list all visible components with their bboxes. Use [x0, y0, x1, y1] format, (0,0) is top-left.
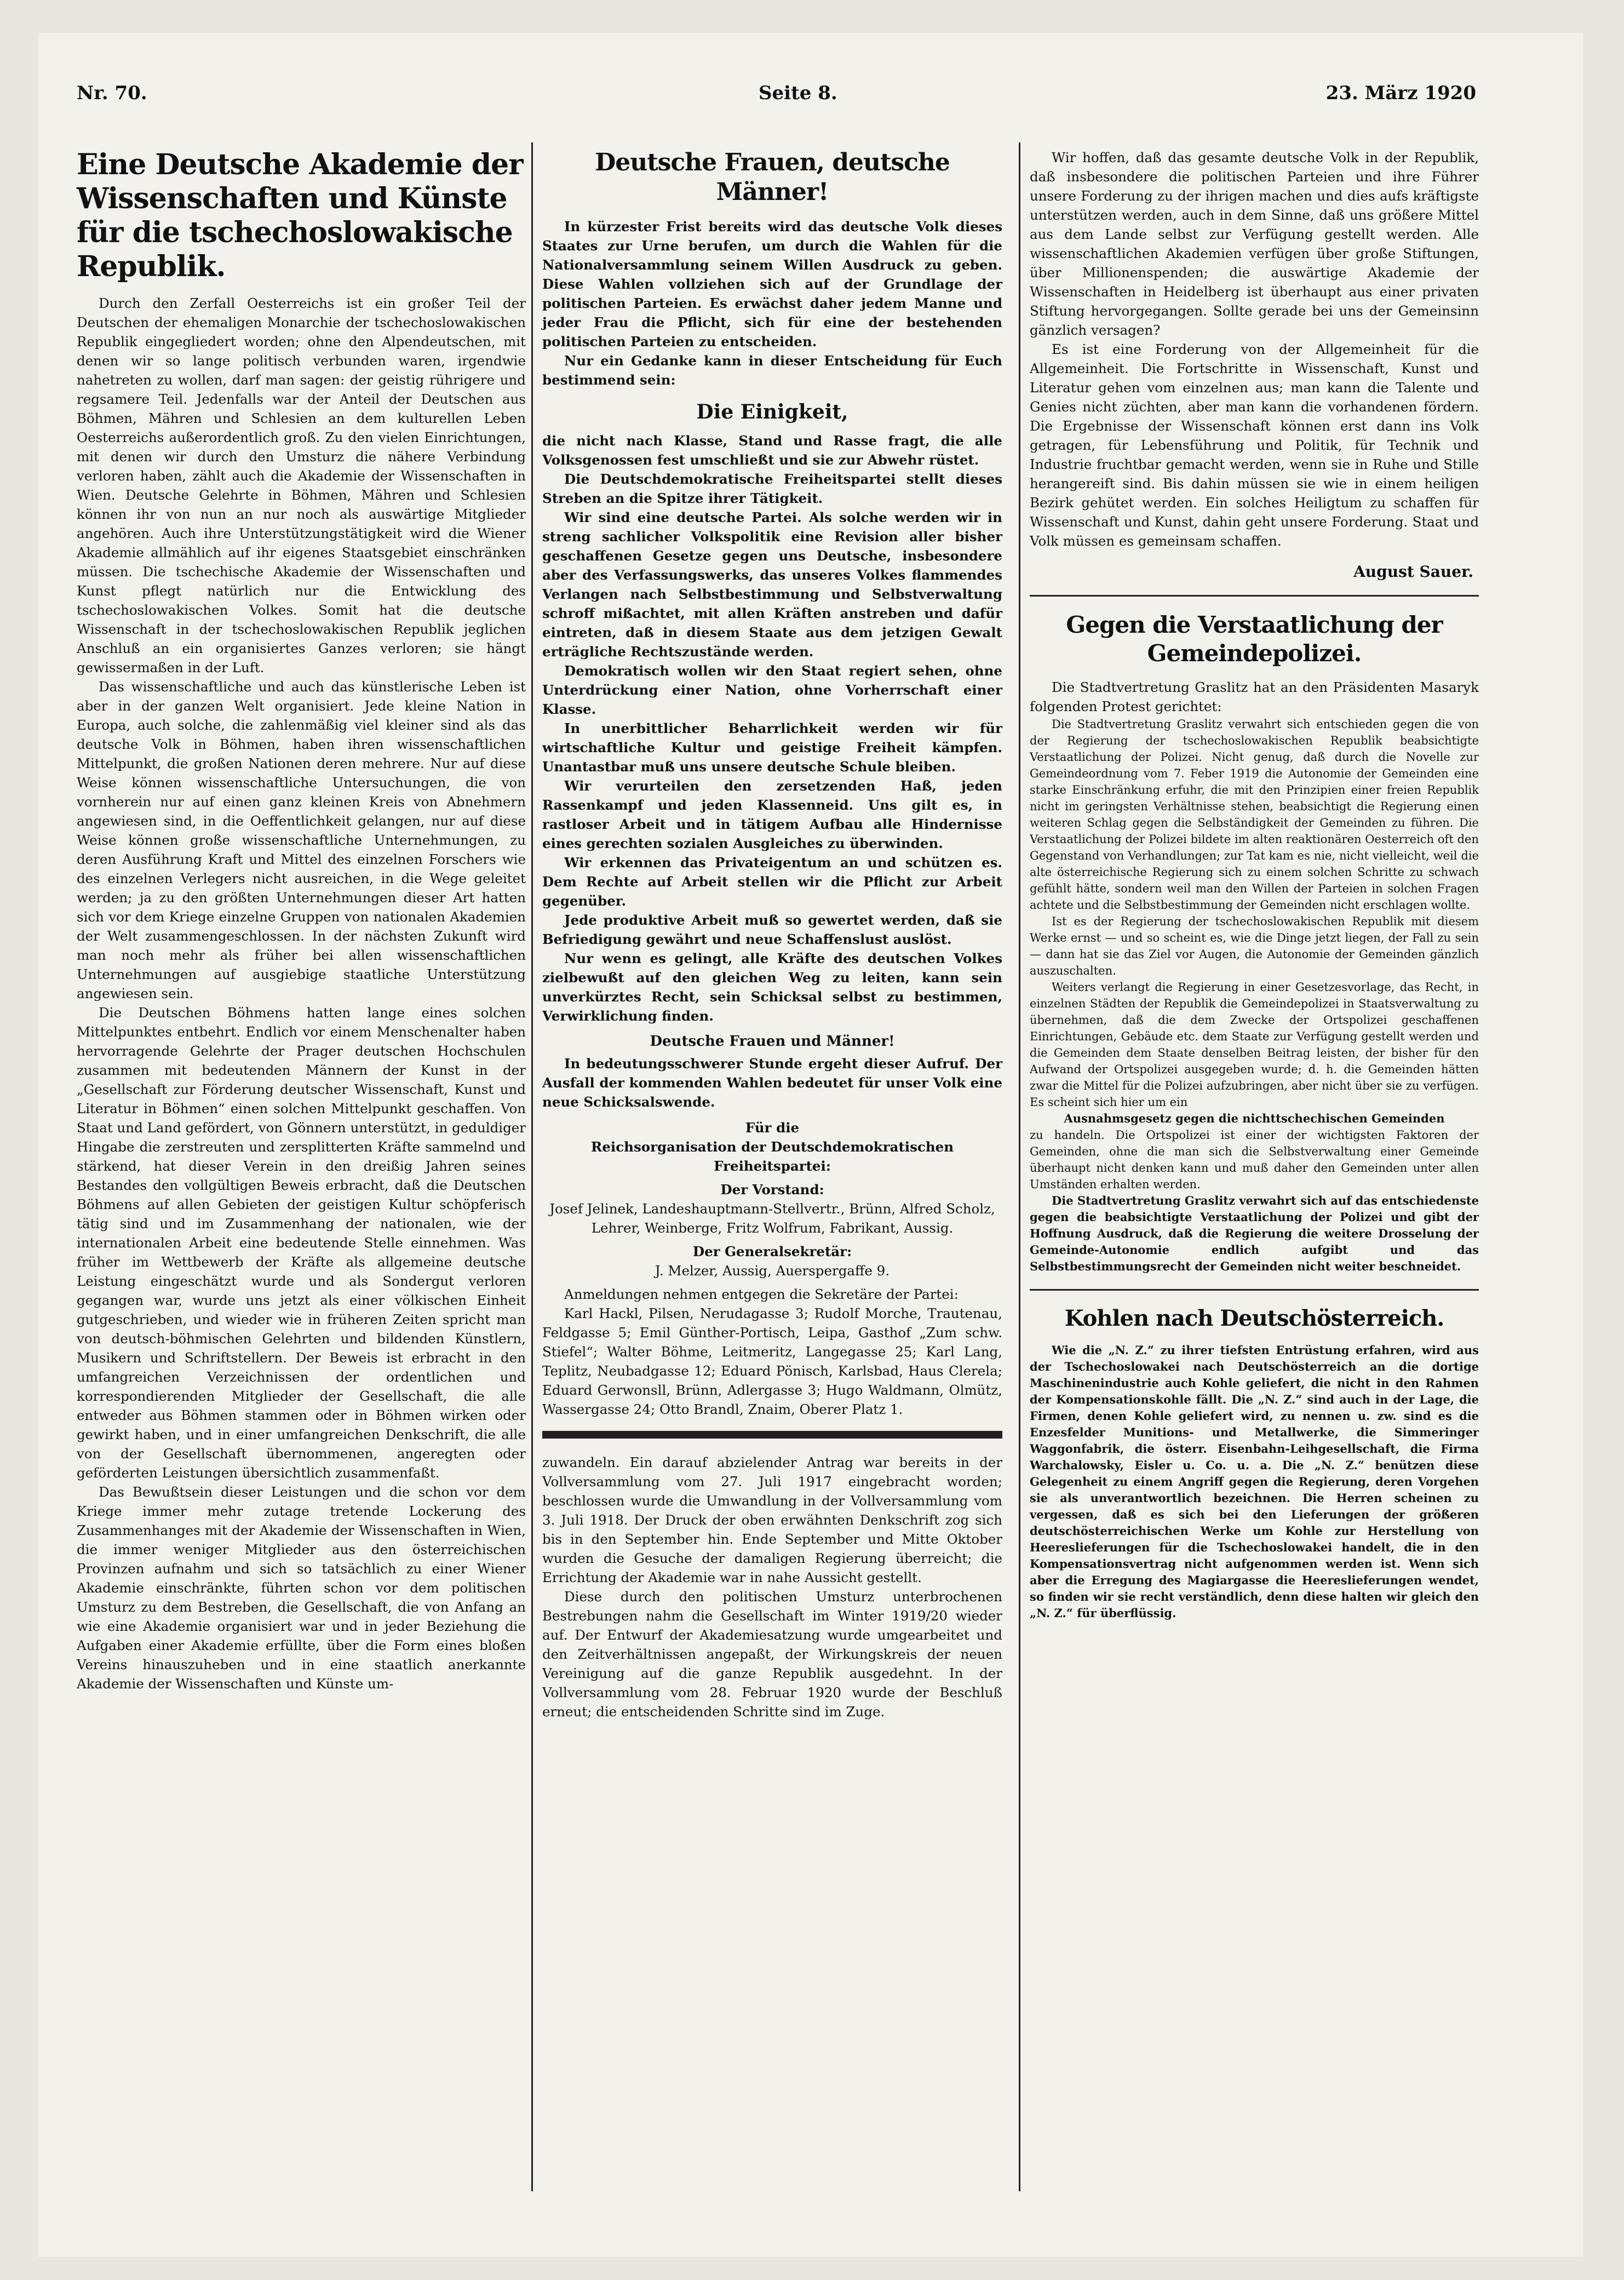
article-paragraph: Es ist eine Forderung von der Allgemeinheit für die Allgemeinheit. Die Fortschritte in Wissenschaft, Kunst und Literatur gehen vom einzelnen aus; man kann die Talente und Genies nicht züchten, aber man kann die vorhandenen fördern. Die Ergebnisse der Wissenschaft können erst dann ins Volk getragen, für Lebensführung und Politik, für Technik und Industrie fruchtbar gemacht werden, wenn sie in Ruhe und Stille herangereift sind. Bis dahin müssen sie wie in einem heiligen Bezirk gehütet werden. Ein solches Heiligtum zu schaffen für Wissenschaft und Kunst, dahin geht unsere Forderung. Staat und Volk müssen es gemeinsam schaffen.: [1030, 341, 1479, 549]
appeal-paragraph: Die Deutschdemokratische Freiheitspartei stellt dieses Streben an die Spitze ihrer Tätigkeit.: [542, 471, 1002, 506]
appeal-paragraph: In kürzester Frist bereits wird das deutsche Volk dieses Staates zur Urne berufen, um durch die Wahlen für die Nationalversammlung seinem Willen Ausdruck zu geben. Diese Wahlen vollziehen sich auf der Grundlage der politischen Parteien. Es erwächst daher jedem Manne und jeder Frau die Pflicht, sich für eine der bestehenden politischen Parteien zu entscheiden.: [542, 219, 1002, 350]
appeal-paragraph: Wir erkennen das Privateigentum an und schützen es. Dem Rechte auf Arbeit stellen wir die Pflicht zur Arbeit gegenüber.: [542, 855, 1002, 909]
appeal-paragraph: die nicht nach Klasse, Stand und Rasse fragt, die alle Volksgenossen fest umschließt und sie zur Abwehr rüstet.: [542, 433, 1002, 468]
author-signature: August Sauer.: [1353, 563, 1473, 581]
appeal-paragraph: Nur ein Gedanke kann in dieser Entscheidung für Euch bestimmend sein:: [542, 353, 1002, 388]
article-title-appeal: Deutsche Frauen, deutsche Männer!: [595, 148, 950, 206]
appeal-paragraph: In bedeutungsschwerer Stunde ergeht dieser Aufruf. Der Ausfall der kommenden Wahlen bedeutet für unser Volk eine neue Schicksalswende.: [542, 1056, 1002, 1110]
issue-number: Nr. 70.: [77, 82, 147, 104]
protest-paragraph: Die Stadtvertretung Graslitz verwahrt sich entschieden gegen die von der Regierung der tschechoslowakischen Republik beabsichtigte Verstaatlichung der Polizei. Nicht genug, daß durch die Novelle zur Gemeindeordnung vom 7. Feber 1919 die Autonomie der Gemeinden eine starke Einschränkung erfuhr, die mit den Prinzipien einer freien Republik nicht im geringsten Verhältnisse stehen, beabsichtigt die Regierung einen weiteren Schlag gegen die Selbständigkeit der Gemeinden zu führen. Die Verstaatlichung der Polizei bildete im alten reaktionären Oesterreich oft den Gegenstand von Verhandlungen; zur Tat kam es nie, nicht vielleicht, weil die alte österreichische Regierung sich zu einem solchen Schritte zu schwach gefühlt hätte, sondern weil man den Willen der Parteien in solchen Fragen achtete und die Selbstbestimmung der Gemeinden nicht erschlagen wollte.: [1030, 718, 1479, 912]
protest-paragraph: Weiters verlangt die Regierung in einer Gesetzesvorlage, das Recht, in einzelnen Städten der Republik die Gemeindepolizei in Staatsverwaltung zu übernehmen, daß die dem Zwecke der Ortspolizei geschaffenen Einrichtungen, Gebäude etc. dem Staate zur Verfügung gestellt werden und die Gemeinden dem Staate denselben Beitrag leisten, der bisher für den Aufwand der Ortspolizei ausgegeben wurde; d. h. die Gemeinden hätten zwar die Mittel für die Polizei aufzubringen, aber nicht über sie zu verfügen. Es scheint sich hier um ein: [1030, 981, 1479, 1109]
secretaries-list: Karl Hackl, Pilsen, Nerudagasse 3; Rudolf Morche, Trautenau, Feldgasse 5; Emil Günther-Portisch, Leipa, Gasthof „Zum schw. Stiefel“; Walter Böhme, Leitmeritz, Langegasse 25; Karl Lang, Teplitz, Neubadgasse 12; Eduard Pönisch, Karlsbad, Haus Clerela; Eduard Gerwonsll, Brünn, Adlergasse 3; Hugo Waldmann, Olmütz, Wassergasse 24; Otto Brandl, Znaim, Oberer Platz 1.: [542, 1305, 1002, 1417]
article-title-coal: Kohlen nach Deutschösterreich.: [1064, 1305, 1444, 1331]
appeal-paragraph: Demokratisch wollen wir den Staat regiert sehen, ohne Unterdrückung einer Nation, ohne Vorherrschaft einer Klasse.: [542, 663, 1002, 717]
page-number: Seite 8.: [759, 82, 837, 104]
appeal-subhead: Die Einigkeit,: [696, 400, 848, 423]
article-continuation: Diese durch den politischen Umsturz unterbrochenen Bestrebungen nahm die Gesellschaft im Winter 1919/20 wieder auf. Der Entwurf der Akademiesatzung wurde umgearbeitet und den Zeitverhältnissen angepaßt, der Wirkungskreis der neuen Vereinigung auf die ganze Republik ausgedehnt. In der Vollversammlung vom 28. Februar 1920 wurde der Beschluß erneut; die entscheidenden Schritte sind im Zuge.: [542, 1589, 1002, 1720]
article-continuation: zuwandeln. Ein darauf abzielender Antrag war bereits in der Vollversammlung vom 27. Juli 1917 eingebracht worden; beschlossen wurde die Umwandlung in der Vollversammlung vom 3. Juli 1918. Der Druck der oben erwähnten Denkschrift zog sich bis in den September hin. Ende September und Mitte Oktober wurden die Gesuche der damaligen Regierung überreicht; die Errichtung der Akademie war in nahe Aussicht gestellt.: [542, 1454, 1002, 1585]
article-title-police: Gegen die Verstaatlichung der Gemeindepolizei.: [1066, 611, 1443, 667]
section-separator: [1030, 1289, 1479, 1291]
appeal-address: Deutsche Frauen und Männer!: [650, 1033, 895, 1050]
article-title-academy: Eine Deutsche Akademie der Wissenschaften und Künste für die tschechoslowakische Republik.: [77, 148, 523, 283]
issue-date: 23. März 1920: [1325, 82, 1476, 104]
signatory-for: Für die: [745, 1120, 800, 1136]
appeal-paragraph: Jede produktive Arbeit muß so gewertet werden, daß sie Befriedigung gewährt und neue Schaffenslust auslöst.: [542, 912, 1002, 947]
registration-note: Anmeldungen nehmen entgegen die Sekretäre der Partei:: [564, 1286, 959, 1302]
protest-emphasis: Ausnahmsgesetz gegen die nichttschechischen Gemeinden: [1064, 1112, 1445, 1125]
board-members: Josef Jelinek, Landeshauptmann-Stellvertr., Brünn, Alfred Scholz, Lehrer, Weinberge, Fritz Wolfrum, Fabrikant, Aussig.: [549, 1201, 995, 1236]
secretary-heading: Der Generalsekretär:: [692, 1244, 852, 1259]
column-1: [77, 148, 526, 1693]
running-head: [41, 82, 1476, 115]
column-rule: [1019, 142, 1020, 2191]
coal-paragraph: Wie die „N. Z.“ zu ihrer tiefsten Entrüstung erfahren, wird aus der Tschechoslowakei nach Deutschösterreich an die dortige Maschinenindustrie auch Kohle geliefert, die nicht in den Rahmen der Kompensationskohle fällt. Die „N. Z.“ sind auch in der Lage, die Firmen, denen Kohle geliefert wird, zu nennen u. zw. sind es die Enzesfelder Munitions- und Metallwerke, die Simmeringer Waggonfabrik, die österr. Eisenbahn-Leihgesellschaft, die Firma Warchalowsky, Eisler u. Co. u. a. Die „N. Z.“ benützen diese Gelegenheit zu einem Angriff gegen die Regierung, deren Vorgehen sie als unverantwortlich bezeichnen. Die Herren scheinen zu vergessen, daß es sich bei den Lieferungen der größeren deutschösterreichischen Werke um Kohle zur Herstellung von Heereslieferungen für die Tschechoslowakei handelt, die in den Kompensationsvertrag nicht aufgenommen werden ist. Wenn sich aber die Erregung des Magiargasse die Heereslieferungen wendet, so finden wir sie recht verständlich, denn diese halten wir gleich den „N. Z.“ für überflüssig.: [1030, 1343, 1479, 1620]
signatory-org: Reichsorganisation der Deutschdemokratischen Freiheitspartei:: [590, 1139, 954, 1174]
article-paragraph: Die Deutschen Böhmens hatten lange eines solchen Mittelpunktes entbehrt. Endlich vor einem Menschenalter haben hervorragende Gelehrte der Prager deutschen Hochschulen zusammen mit bedeutenden Männern der Kunst in der „Gesellschaft zur Förderung deutscher Wissenschaft, Kunst und Literatur in Böhmen“ einen solchen Mittelpunkt geschaffen. Von Staat und Land gefördert, von Gönnern unterstützt, in geduldiger Hingabe die zerstreuten und zersplitterten Kräfte sammelnd und stärkend, hat dieser Verein in den dreißig Jahren seines Bestandes den vollgültigen Beweis erbracht, daß die Deutschen Böhmens auf allen Gebieten der geistigen Kultur schöpferisch tätig sind und im Zusammenhang der nationalen, wie der internationalen Arbeit eine bedeutende Stelle einnehmen. Was früher im Wettbewerb der Kräfte als allgemeine deutsche Leistung eingeschätzt wurde und als Sondergut verloren gegangen war, wurde uns jetzt als einer völkischen Einheit gutgeschrieben, und wieder wie in früheren Zeiten spricht man von deutsch-böhmischen Gelehrten und bildenden Künstlern, Musikern und Schriftstellern. Der Beweis ist erbracht in den umfangreichen Verzeichnissen der ordentlichen und korrespondierenden Mitglieder der Gesellschaft, die alle entweder aus Böhmen stammen oder in Böhmen wirken oder gewirkt haben, und in einer umfangreichen Denkschrift, die alle von der Gesellschaft übernommenen, angeregten oder geförderten Leistungen übersichtlich zusammenfaßt.: [77, 1005, 526, 1481]
secretary-name: J. Melzer, Aussig, Auerspergaffe 9.: [655, 1263, 890, 1279]
appeal-paragraph: Wir sind eine deutsche Partei. Als solche werden wir in streng sachlicher Volkspolitik eine Revision aller bisher geschaffenen Gesetze gegen uns Deutsche, insbesondere aber des Verfassungswerks, das unseres Volkes flammendes Verlangen nach Selbstbestimmung und Selbstverwaltung schroff mißachtet, mit allen Kräften anstreben und dafür eintreten, daß in diesem Staate aus dem jetzigen Gewalt erträgliche Rechtszustände werden.: [542, 509, 1002, 660]
appeal-paragraph: In unerbittlicher Beharrlichkeit werden wir für wirtschaftliche Kultur und geistige Freiheit kämpfen. Unantastbar muß uns unsere deutsche Schule bleiben.: [542, 720, 1002, 775]
column-rule: [531, 142, 533, 2191]
article-paragraph: Wir hoffen, daß das gesamte deutsche Volk in der Republik, daß insbesondere die politischen Parteien und ihre Führer unsere Forderung zu der ihrigen machen und dies aufs kräftigste unterstützen werden, auch in dem Sinne, daß uns größere Mittel aus dem Lande selbst zur Verfügung gestellt werden. Alle wissenschaftlichen Akademien verfügen über große Stiftungen, über Millionenspenden; die auswärtige Akademie der Wissenschaften in Heidelberg ist überhaupt aus einer privaten Stiftung hervorgegangen. Sollte gerade bei uns der Gemeinsinn gänzlich versagen?: [1030, 150, 1479, 338]
protest-paragraph: zu handeln. Die Ortspolizei ist einer der wichtigsten Faktoren der Gemeinden, ohne die man sich die Selbstverwaltung einer Gemeinde überhaupt nicht denken kann und muß daher den Gemeinden unter allen Umständen erhalten werden.: [1030, 1128, 1479, 1191]
protest-paragraph: Die Stadtvertretung Graslitz verwahrt sich auf das entschiedenste gegen die beabsichtigte Verstaatlichung der Polizei und gibt der Hoffnung Ausdruck, daß die Regierung die weitere Drosselung der Gemeinde-Autonomie endlich aufgibt und das Selbstbestimmungsrecht der Gemeinden nicht weiter beschneidet.: [1030, 1194, 1479, 1273]
article-paragraph: Das wissenschaftliche und auch das künstlerische Leben ist aber in der ganzen Welt organisiert. Jede kleine Nation in Europa, auch solche, die zahlenmäßig viel kleiner sind als das deutsche Volk in Böhmen, haben ihren wissenschaftlichen Mittelpunkt, die großen Nationen deren mehrere. Nur auf diese Weise können wissenschaftliche Untersuchungen, die von vornherein nur auf einen ganz kleinen Kreis von Abnehmern angewiesen sind, in die Oeffentlichkeit gelangen, nur auf diese Weise können große wissenschaftliche Unternehmungen, zu deren Ausführung Kraft und Mittel des einzelnen Forschers wie des einzelnen Verlegers nicht ausreichen, in die Wege geleitet werden; ja zu den größten Unternehmungen dieser Art hatten sich vor dem Kriege einzelne Gruppen von nationalen Akademien der Welt zusammengeschlossen. In der nächsten Zukunft wird man noch mehr als früher bei allen wissenschaftlichen Unternehmungen auf ausgiebige staatliche Unterstützung angewiesen sein.: [77, 679, 526, 1001]
article-paragraph: Die Stadtvertretung Graslitz hat an den Präsidenten Masaryk folgenden Protest gerichtet:: [1030, 679, 1479, 714]
column-2: [542, 148, 1002, 1721]
protest-paragraph: Ist es der Regierung der tschechoslowakischen Republik mit diesem Werke ernst — und so scheint es, wie die Dinge jetzt liegen, der Fall zu sein — dann hat sie das Ziel vor Augen, die Autonomie der Gemeinden gänzlich auszuschalten.: [1030, 915, 1479, 977]
column-3: [1030, 148, 1479, 1622]
section-separator: [1030, 595, 1479, 597]
article-paragraph: Das Bewußtsein dieser Leistungen und die schon vor dem Kriege immer mehr zutage tretende Lockerung des Zusammenhanges mit der Akademie der Wissenschaften in Wien, die immer weniger Mitglieder aus den österreichischen Provinzen aufnahm und sich so tatsächlich zu einer Wiener Akademie einschränkte, führten schon vor dem politischen Umsturz zu dem Bestreben, die Gesellschaft, die von Anfang an wie eine Akademie organisiert war und in jeder Beziehung die Aufgaben einer Akademie erfüllte, über die Form eines bloßen Vereins hinauszuheben und in eine staatlich anerkannte Akademie der Wissenschaften und Künste um-: [77, 1484, 526, 1692]
appeal-paragraph: Wir verurteilen den zersetzenden Haß, jeden Rassenkampf und jeden Klassenneid. Uns gilt es, in rastloser Arbeit und in tätigem Aufbau alle Hindernisse eines gerechten sozialen Ausgleiches zu überwinden.: [542, 778, 1002, 851]
article-paragraph: Durch den Zerfall Oesterreichs ist ein großer Teil der Deutschen der ehemaligen Monarchie der tschechoslowakischen Republik eingegliedert worden; ohne den Alpendeutschen, mit denen wir so lange politisch verbunden waren, irgendwie nahetreten zu wollen, darf man sagen: der geistig rührigere und regsamere Teil. Jedenfalls war der Anteil der Deutschen aus Böhmen, Mähren und Schlesien an dem kulturellen Leben Oesterreichs außerordentlich groß. Zu den vielen Einrichtungen, mit denen wir durch den Umsturz die nähere Verbindung verloren haben, zählt auch die Akademie der Wissenschaften in Wien. Deutsche Gelehrte in Böhmen, Mähren und Schlesien können ihr von nun an nur noch als auswärtige Mitglieder angehören. Auch ihre Unterstützungstätigkeit wird die Wiener Akademie allmählich auf ihr eigenes Staatsgebiet einschränken müssen. Die tschechische Akademie der Wissenschaften und Kunst pflegt natürlich nur die Entwicklung des tschechoslowakischen Volkes. Somit hat die deutsche Wissenschaft in der tschechoslowakischen Republik jeglichen Anschluß an ein organisiertes Ganzes verloren; sie hängt gewissermaßen in der Luft.: [77, 295, 526, 675]
appeal-paragraph: Nur wenn es gelingt, alle Kräfte des deutschen Volkes zielbewußt auf den gleichen Weg zu leiten, kann sein unverkürztes Recht, sein Schicksal selbst zu bestimmen, Verwirklichung finden.: [542, 950, 1002, 1024]
section-separator: [542, 1431, 1002, 1439]
board-heading: Der Vorstand:: [720, 1182, 824, 1198]
